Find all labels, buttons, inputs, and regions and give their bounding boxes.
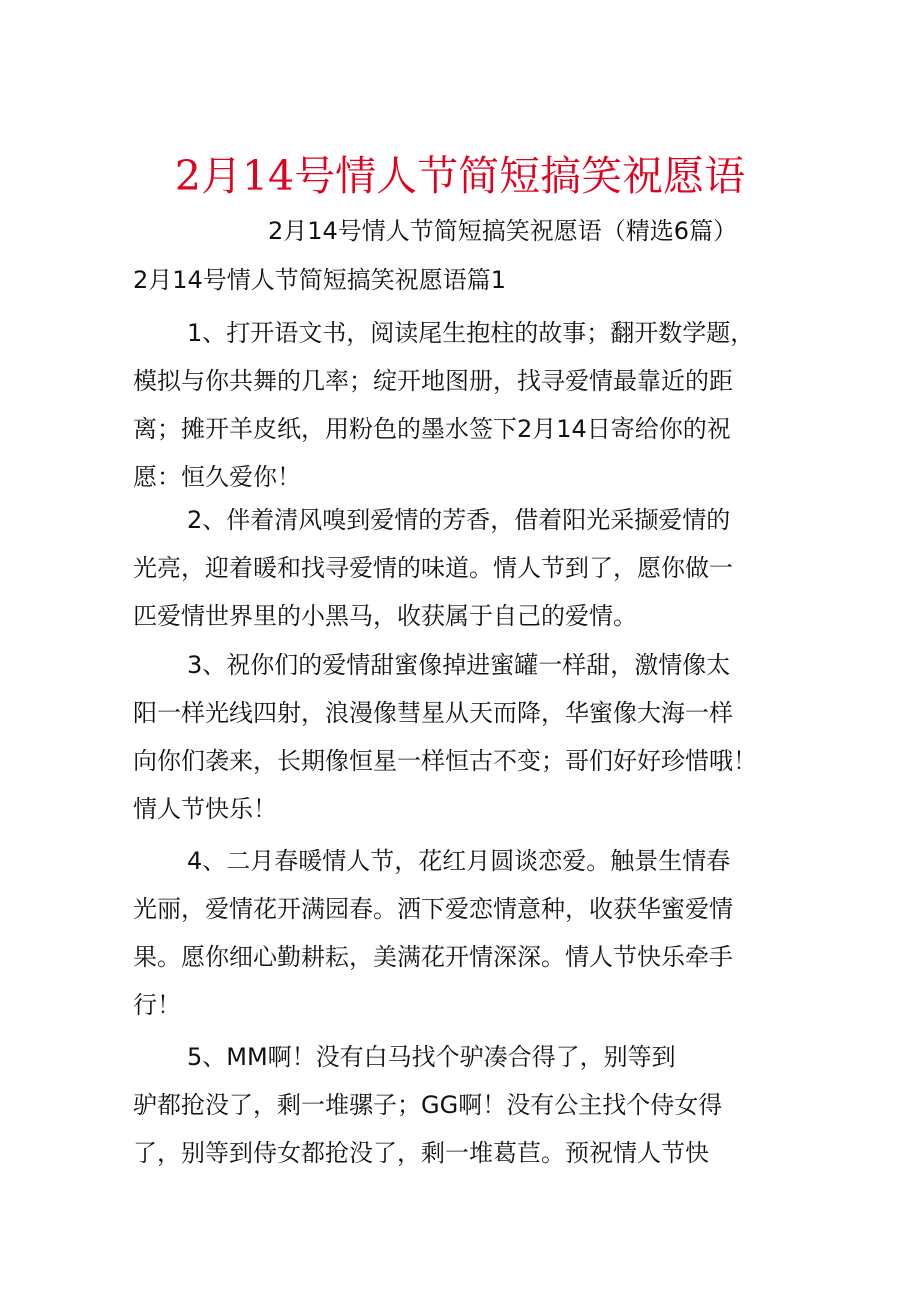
- paragraph-line: 向你们袭来，长期像恒星一样恒古不变；哥们好好珍惜哦！: [133, 747, 757, 775]
- paragraph-line: 离；摊开羊皮纸，用粉色的墨水签下2月14日寄给你的祝: [133, 415, 731, 443]
- paragraph-line: 行！: [133, 991, 181, 1019]
- paragraph-line: 愿：恒久爱你！: [133, 463, 301, 491]
- paragraph-line: 阳一样光线四射，浪漫像彗星从天而降，华蜜像大海一样: [133, 699, 733, 727]
- paragraph-1: [133, 309, 793, 501]
- paragraph-line: 果。愿你细心勤耕耘，美满花开情深深。情人节快乐牵手: [133, 943, 733, 971]
- paragraph-line: 情人节快乐！: [133, 795, 277, 823]
- paragraph-2: [133, 496, 793, 640]
- paragraph-line: 光丽，爱情花开满园春。洒下爱恋情意种，收获华蜜爱情: [133, 895, 733, 923]
- paragraph-line: 匹爱情世界里的小黑马，收获属于自己的爱情。: [133, 602, 637, 630]
- section-heading: 2月14号情人节简短搞笑祝愿语篇1: [133, 266, 507, 294]
- paragraph-line: 1、打开语文书，阅读尾生抱柱的故事；翻开数学题，: [187, 319, 755, 347]
- paragraph-line: 5、MM啊！没有白马找个驴凑合得了，别等到: [187, 1043, 676, 1071]
- paragraph-line: 驴都抢没了，剩一堆骡子；GG啊！没有公主找个侍女得: [133, 1091, 723, 1119]
- paragraph-line: 了，别等到侍女都抢没了，剩一堆葛苣。预祝情人节快: [133, 1139, 709, 1167]
- document-title: 2月14号情人节简短搞笑祝愿语: [174, 152, 746, 200]
- paragraph-line: 3、祝你们的爱情甜蜜像掉进蜜罐一样甜，激情像太: [187, 651, 731, 679]
- paragraph-line: 光亮，迎着暖和找寻爱情的味道。情人节到了，愿你做一: [133, 554, 733, 582]
- paragraph-4: [133, 837, 793, 1029]
- document-subtitle: 2月14号情人节简短搞笑祝愿语（精选6篇）: [268, 217, 738, 245]
- paragraph-line: 2、伴着清风嗅到爱情的芳香，借着阳光采撷爱情的: [187, 506, 731, 534]
- paragraph-3: [133, 641, 793, 833]
- paragraph-5: [133, 1033, 793, 1177]
- paragraph-line: 模拟与你共舞的几率；绽开地图册，找寻爱情最靠近的距: [133, 367, 733, 395]
- paragraph-line: 4、二月春暖情人节，花红月圆谈恋爱。触景生情春: [187, 847, 731, 875]
